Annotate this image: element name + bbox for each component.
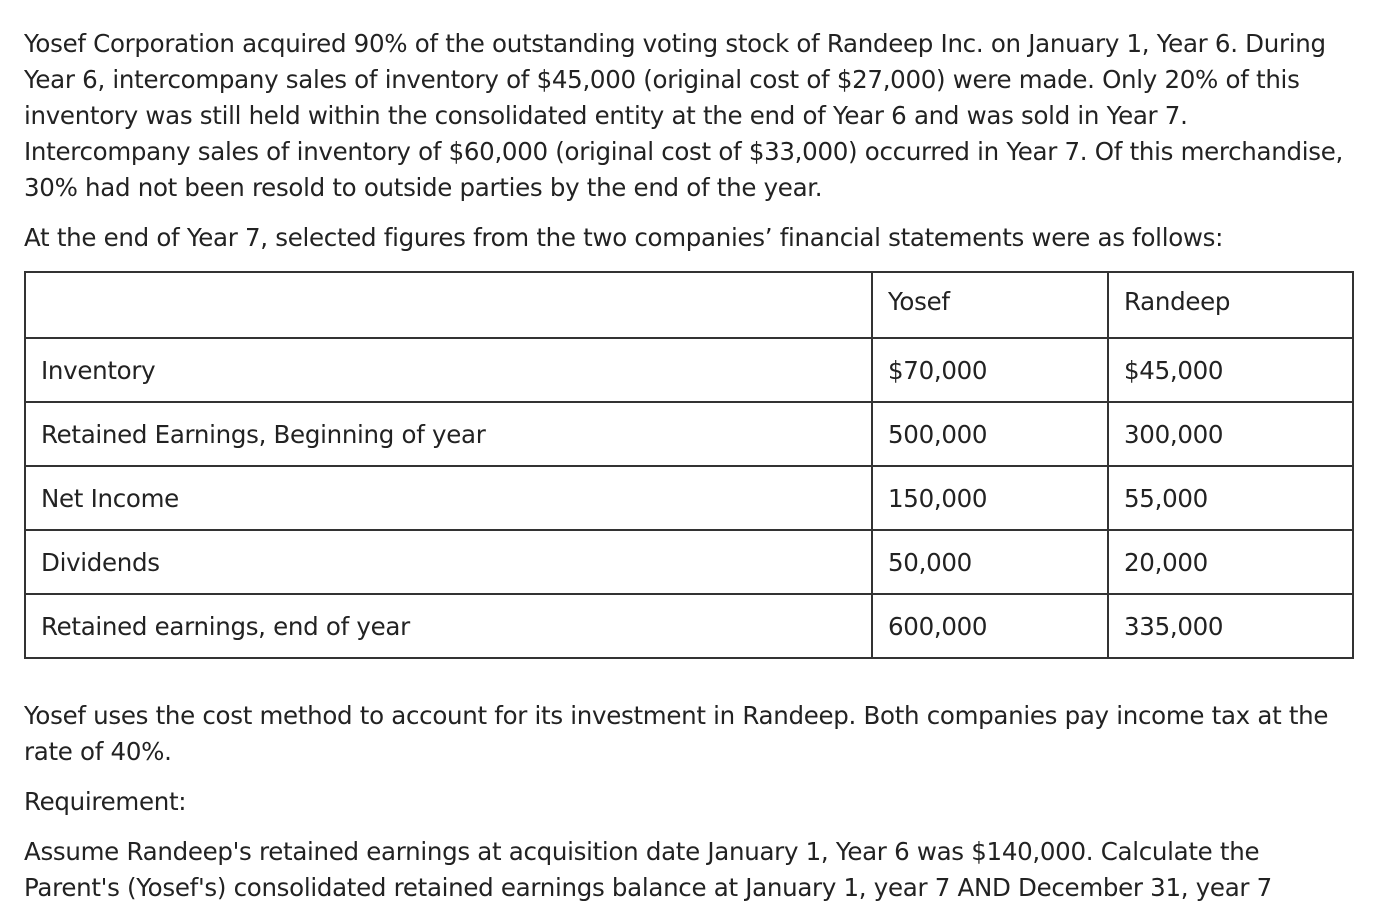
requirement-text: Assume Randeep's retained earnings at acquisition date January 1, Year 6 was $140,000. Calculate the Parent's (Yosef's) consolidated retained earnings balance at January 1, year 7 AND December 31, year 7 — [24, 837, 1272, 902]
randeep-value: 20,000 — [1108, 530, 1353, 594]
randeep-value: 300,000 — [1108, 402, 1353, 466]
problem-requirement — [24, 698, 1344, 906]
table-row — [25, 338, 1353, 402]
header-randeep: Randeep — [1108, 272, 1353, 338]
yosef-value: 50,000 — [872, 530, 1108, 594]
row-label: Retained earnings, end of year — [25, 594, 872, 658]
table-lead-in: At the end of Year 7, selected figures from the two companies’ financial statements were as follows: — [24, 223, 1224, 252]
requirement-label: Requirement: — [24, 787, 187, 816]
table-header-row — [25, 272, 1353, 338]
financial-figures-table — [24, 271, 1354, 659]
yosef-value: 600,000 — [872, 594, 1108, 658]
intro-paragraph: Yosef Corporation acquired 90% of the outstanding voting stock of Randeep Inc. on January 1, Year 6. During Year 6, intercompany sales of inventory of $45,000 (original cost of $27,000) were made. Only 20% of this inventory was still held within the consolidated entity at the end of Year 6 and was sold in Year 7. Intercompany sales of inventory of $60,000 (original cost of $33,000) occurred in Year 7. Of this merchandise, 30% had not been resold to outside parties by the end of the year. — [24, 29, 1343, 202]
row-label: Net Income — [25, 466, 872, 530]
yosef-value: $70,000 — [872, 338, 1108, 402]
table-row — [25, 530, 1353, 594]
table-row — [25, 466, 1353, 530]
row-label: Retained Earnings, Beginning of year — [25, 402, 872, 466]
header-yosef: Yosef — [872, 272, 1108, 338]
yosef-value: 500,000 — [872, 402, 1108, 466]
randeep-value: 55,000 — [1108, 466, 1353, 530]
table-row — [25, 402, 1353, 466]
yosef-value: 150,000 — [872, 466, 1108, 530]
header-blank — [25, 272, 872, 338]
problem-intro — [24, 26, 1360, 256]
row-label: Dividends — [25, 530, 872, 594]
method-paragraph: Yosef uses the cost method to account for its investment in Randeep. Both companies pay income tax at the rate of 40%. — [24, 701, 1329, 766]
row-label: Inventory — [25, 338, 872, 402]
table-row — [25, 594, 1353, 658]
randeep-value: 335,000 — [1108, 594, 1353, 658]
randeep-value: $45,000 — [1108, 338, 1353, 402]
